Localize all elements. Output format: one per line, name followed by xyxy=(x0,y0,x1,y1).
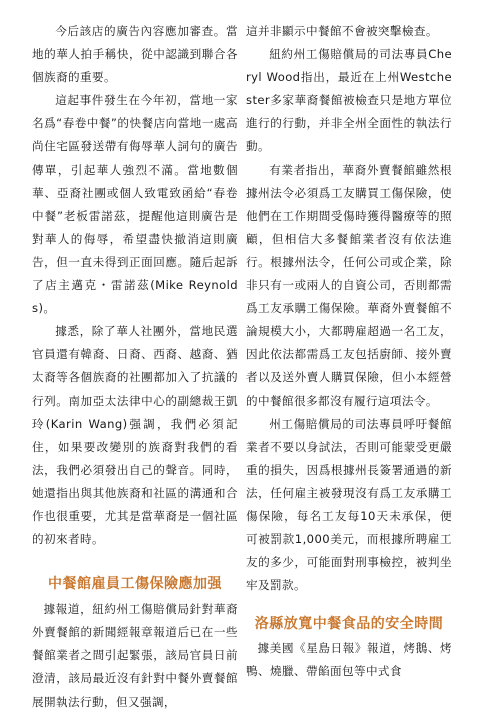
paragraph: 紐約州工傷賠償局的司法專員Cheryl Wood指出，最近在上州Westchester多家華裔餐館被檢查只是地方單位進行的行動，并非全州全面性的執法行動。 xyxy=(246,47,452,154)
paragraph: 據悉，除了華人社團外，當地民選官員還有韓裔、日裔、西裔、越裔、猶太裔等各個族裔的社團都加入了抗議的行列。南加亞太法律中心的副總裁王凱玲(Karin Wang)强調，我們必須記住，如果要改變別的族裔對我們的看法，我們必須發出自己的聲音。同時，她還指出與其他族裔和社區的溝通和合作也很重要，尤其是當華裔是一個社區的初來者時。 xyxy=(32,324,238,547)
paragraph: 有業者指出，華裔外賣餐館雖然根據州法令必須爲工友購買工傷保險，使他們在工作期間受傷時獲得醫療等的照顧，但相信大多餐館業者沒有依法進行。根據州法令，任何公司或企業，除非只有一或兩人的自資公司，否則都需爲工友承購工傷保險。華裔外賣餐館不論規模大小，大都聘雇超過一名工友，因此依法都需爲工友包括廚師、接外賣者以及送外賣人購買保險，但小本經營的中餐館很多都沒有履行這項法令。 xyxy=(246,162,452,408)
paragraph: 據美國《星島日報》報道，烤鵝、烤鴨、燒臘、帶餡面包等中式食 xyxy=(246,641,452,679)
paragraph: 這起事件發生在今年初，當地一家名爲“春卷中餐”的快餐店向當地一處高尚住宅區發送帶有侮辱華人詞句的廣告傳單，引起華人強烈不滿。當地數個華、亞裔社團或個人致電致函給“春卷中餐”老板雷諾茲，提醒他這則廣告是對華人的侮辱，希望盡快撤消這則廣告，但一直未得到正面回應。隨后起訴了店主邁克・雷諾茲(Mike Reynolds)。 xyxy=(32,93,238,316)
right-column xyxy=(246,20,452,684)
paragraph: 這并非顯示中餐館不會被突擊檢查。 xyxy=(246,24,438,38)
paragraph: 據報道，紐約州工傷賠償局針對華裔外賣餐館的新聞經報章報道后已在一些餐館業者之間引起緊張，該局官員日前澄清，該局最近沒有針對中餐外賣餐館展開執法行動，但又强調， xyxy=(32,602,238,709)
section-heading: 中餐館雇員工傷保險應加强 xyxy=(48,576,222,593)
paragraph: 今后該店的廣告內容應加審查。當地的華人拍手稱快，從中認識到聯合各個族裔的重要。 xyxy=(32,24,238,85)
left-column xyxy=(32,20,238,714)
paragraph: 州工傷賠償局的司法專員呼吁餐館業者不要以身試法，否則可能蒙受更嚴重的損失，因爲根據州長簽署通過的新法，任何雇主被發現沒有爲工友承購工傷保險，每名工友每10天未承保，便可被罰款1,000美元，而根據所聘雇工友的多少，可能面對刑事檢控，被判坐牢及罰款。 xyxy=(246,416,452,593)
section-heading: 洛縣放寬中餐食品的安全時間 xyxy=(254,616,444,633)
